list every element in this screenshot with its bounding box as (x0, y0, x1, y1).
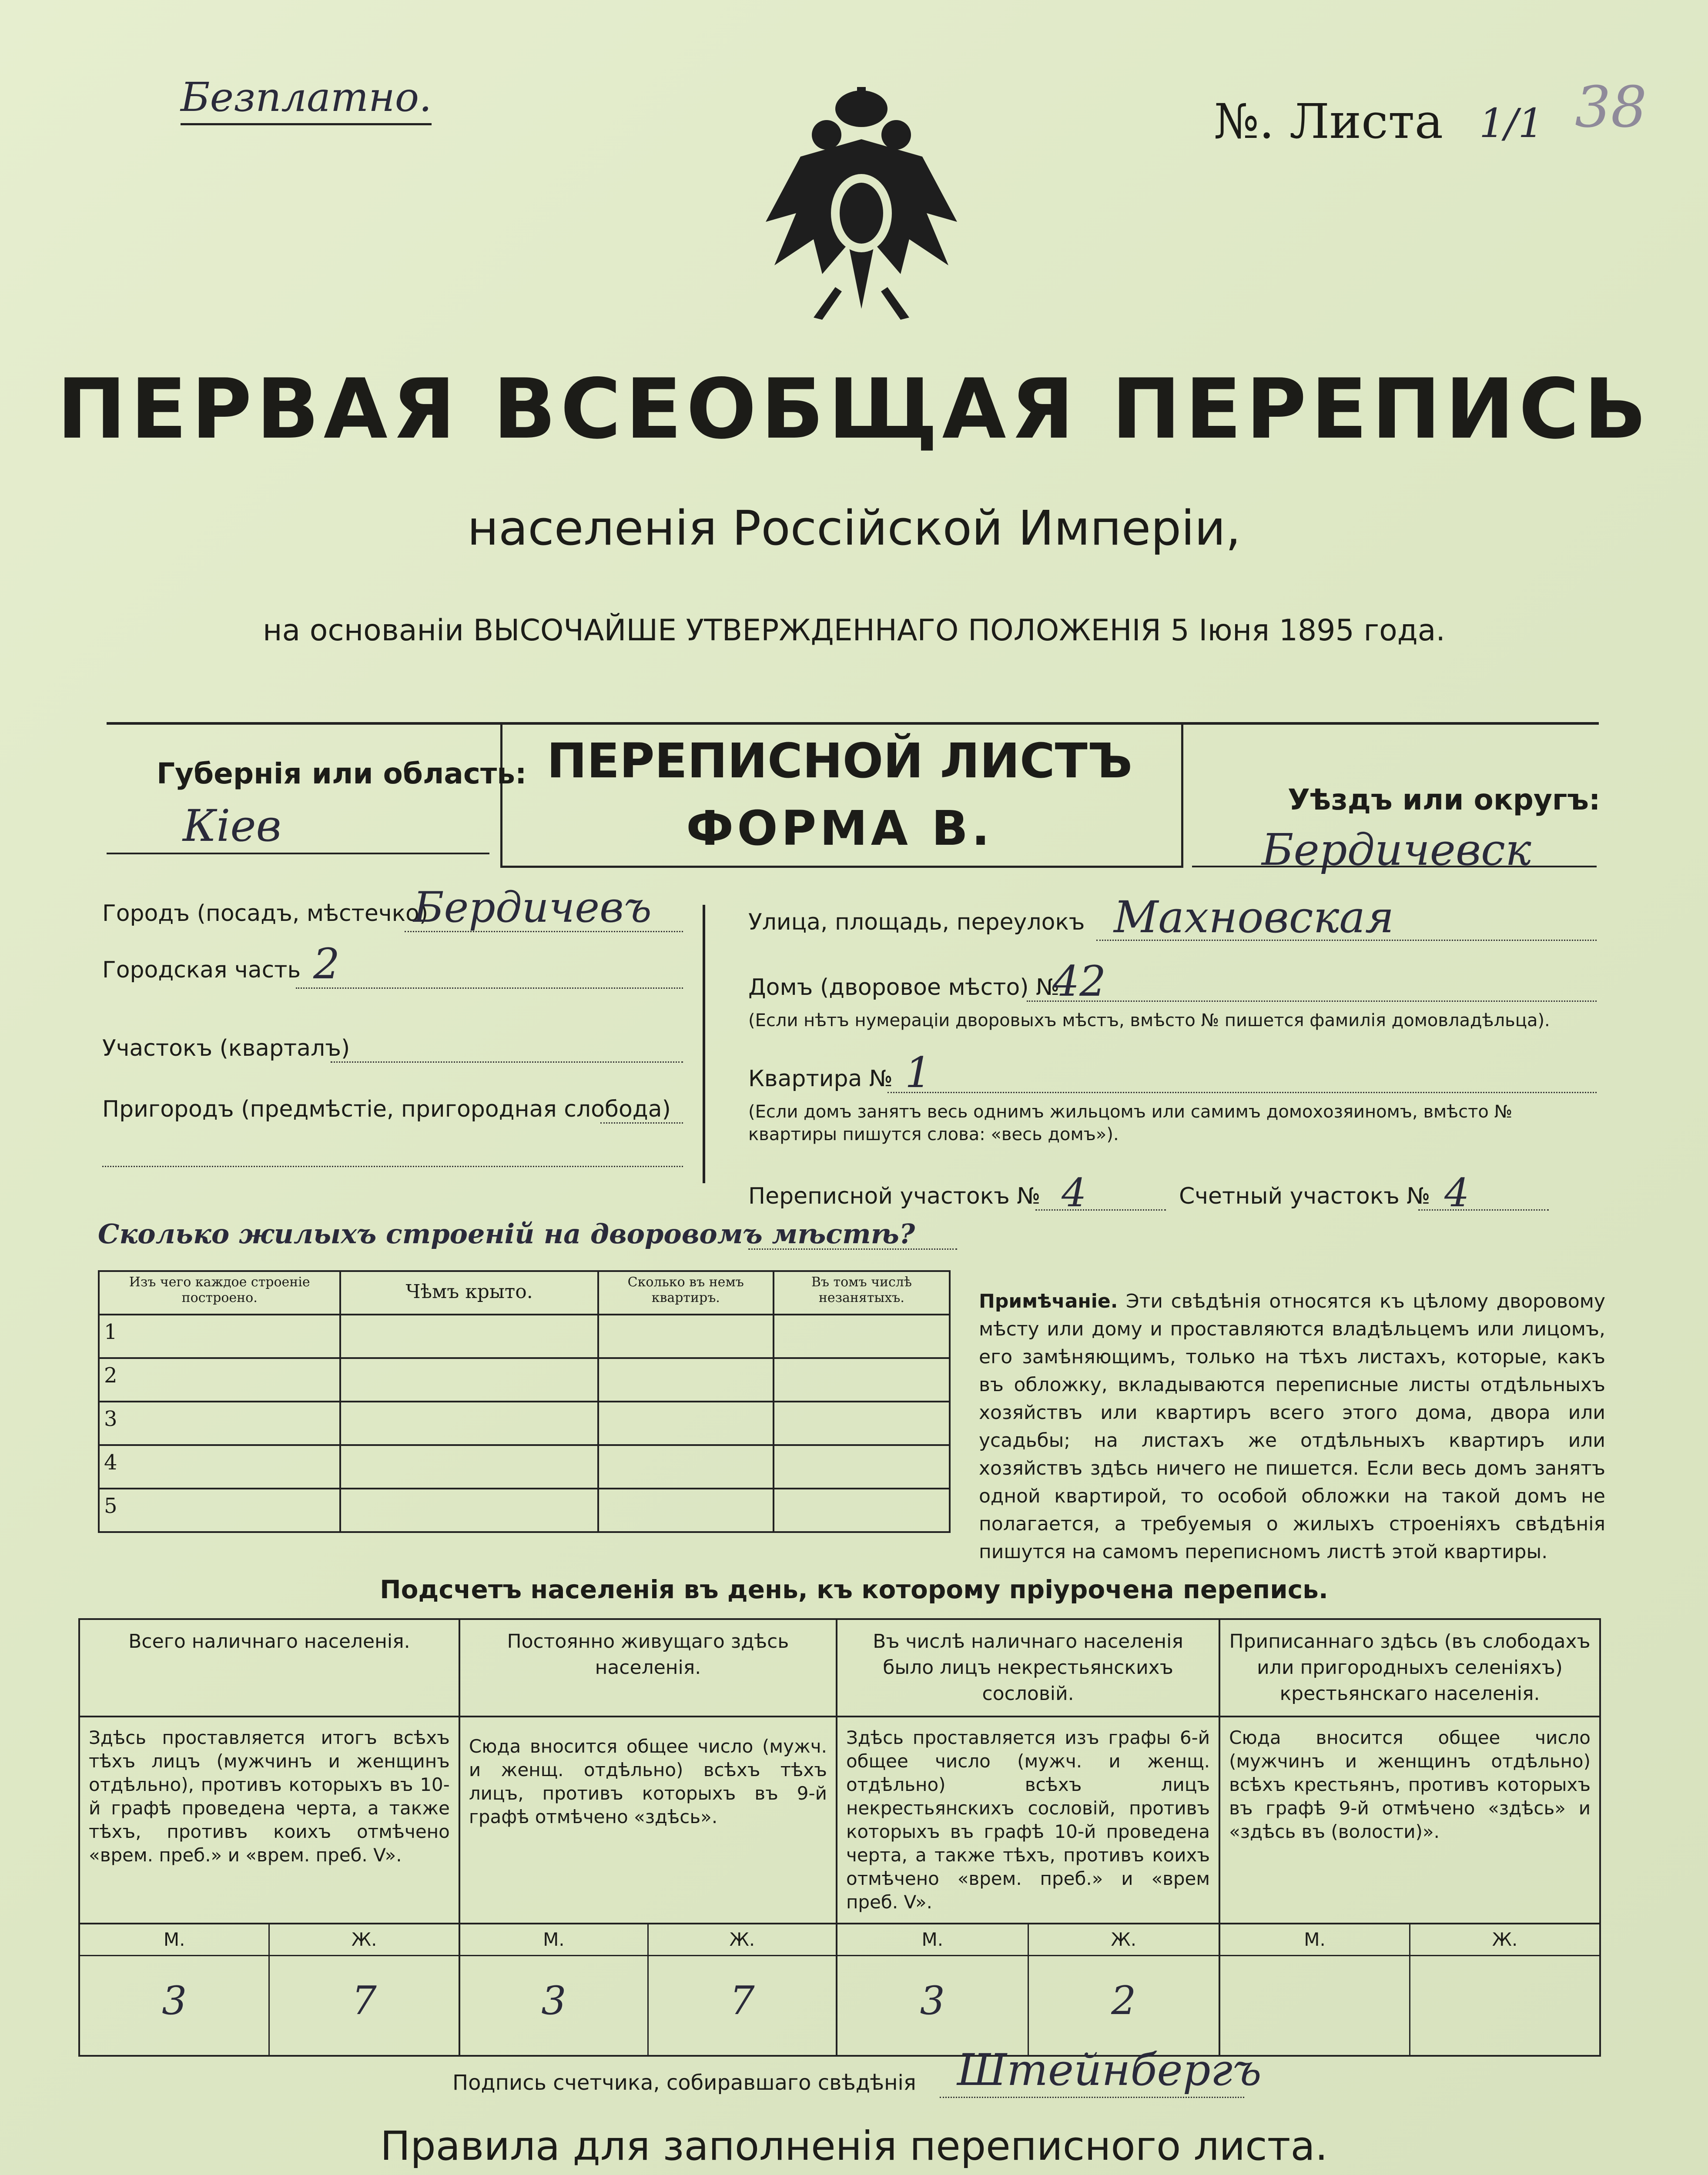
apartment-note: (Если домъ занятъ весь однимъ жильцомъ или самимъ домохозяиномъ, вмѣсто № квартиры пишутся слова: «весь домъ»). (748, 1102, 1513, 1144)
apartment-label: Квартира № (748, 1066, 893, 1092)
city-label: Городъ (посадъ, мѣстечко) (102, 900, 429, 927)
guberniya-value: Кіев (183, 800, 281, 851)
guberniya-label: Губернія или область: (157, 757, 527, 790)
tally-head-resident: Постоянно живущаго здѣсь населенія. (459, 1619, 837, 1717)
census-area-label: Переписной участокъ № (748, 1183, 1041, 1209)
house-note: (Если нѣтъ нумераціи дворовыхъ мѣстъ, вмѣсто № пишется фамилія домовладѣльца). (748, 1011, 1550, 1031)
tally-present-male: 3 (162, 1978, 187, 2024)
tally-male-label: М. (837, 1924, 1028, 1956)
house-label: Домъ (дворовое мѣсто) № (748, 974, 1060, 1000)
buildings-row-number: 3 (99, 1402, 340, 1445)
city-part-value: 2 (313, 940, 340, 988)
street-label: Улица, площадь, переулокъ (748, 909, 1085, 935)
buildings-header-roof: Чѣмъ крыто. (340, 1271, 598, 1315)
signature-value: Штейнбергъ (957, 2044, 1262, 2095)
tally-desc-present: Здѣсь проставляется итогъ всѣхъ тѣхъ лицъ (мужчинъ и женщинъ отдѣльно), противъ которыхъ въ 10-й графѣ проведена черта, а также тѣхъ, противъ коихъ отмѣчено «врем. преб.» и «врем. преб. V». (79, 1717, 459, 1924)
address-divider (703, 905, 705, 1183)
count-area-label: Счетный участокъ № (1179, 1183, 1430, 1209)
tally-peasant-female (1410, 1956, 1599, 1978)
tally-nonpeasant-female: 2 (1111, 1978, 1136, 2024)
uyezd-value: Бердичевск (1262, 824, 1531, 875)
tally-head-present: Всего наличнаго населенія. (79, 1619, 459, 1717)
buildings-row-number: 2 (99, 1358, 340, 1402)
tally-male-label: М. (460, 1924, 647, 1956)
street-value: Махновская (1114, 892, 1394, 943)
subtitle: населенія Россійской Имперіи, (467, 500, 1241, 556)
buildings-table (98, 1270, 951, 1533)
uyezd-underline (1192, 866, 1597, 867)
form-label: ФОРМА В. (686, 800, 993, 856)
tally-desc-nonpeasant: Здѣсь проставляется изъ графы 6-й общее число (мужч. и женщ. отдѣльно) всѣхъ лицъ некрестьянскихъ сословій, противъ которыхъ въ графѣ 10-й проведена черта, а также тѣхъ, противъ коихъ отмѣчено «врем. преб.» и «врем преб. V». (837, 1717, 1219, 1924)
tally-male-label: М. (1220, 1924, 1409, 1956)
main-title: ПЕРВАЯ ВСЕОБЩАЯ ПЕРЕПИСЬ (57, 361, 1651, 457)
tally-female-label: Ж. (1029, 1924, 1219, 1956)
buildings-note-title: Примѣчаніе. (979, 1290, 1118, 1312)
signature-label: Подпись счетчика, собиравшаго свѣдѣнія (452, 2071, 916, 2095)
sheet-number-label: №. Листа (1214, 94, 1443, 149)
free-label: Безплатно. (181, 74, 432, 125)
guberniya-underline (107, 853, 489, 854)
tally-female-label: Ж. (1410, 1924, 1599, 1956)
archive-number: 38 (1575, 74, 1647, 140)
house-value: 42 (1053, 957, 1106, 1006)
tally-table (78, 1618, 1601, 2057)
tally-nonpeasant-male: 3 (920, 1978, 945, 2024)
tally-resident-male: 3 (541, 1978, 566, 2024)
tally-present-female: 7 (352, 1978, 377, 2024)
tally-male-label: М. (80, 1924, 268, 1956)
rules-title: Правила для заполненія переписного листа. (380, 2123, 1328, 2169)
buildings-header-material: Изъ чего каждое строеніе построено. (99, 1271, 340, 1315)
tally-resident-female: 7 (730, 1978, 755, 2024)
buildings-note (979, 1288, 1605, 1566)
buildings-question: Сколько жилыхъ строеній на дворовомъ мѣстѣ? (98, 1218, 915, 1250)
apartment-value: 1 (905, 1048, 932, 1097)
buildings-row-number: 5 (99, 1489, 340, 1532)
buildings-row-number: 1 (99, 1315, 340, 1358)
census-area-value: 4 (1062, 1170, 1087, 1216)
buildings-header-apartments: Сколько въ немъ квартиръ. (598, 1271, 774, 1315)
tally-head-nonpeasant: Въ числѣ наличнаго населенія было лицъ некрестьянскихъ сословій. (837, 1619, 1219, 1717)
buildings-row-number: 4 (99, 1445, 340, 1489)
buildings-note-text: Эти свѣдѣнія относятся къ цѣлому дворовому мѣсту или дому и проставляются владѣльцемъ или лицомъ, его замѣняющимъ, только на тѣхъ листахъ, которые, какъ въ обложку, вкладываются переписные листы отдѣльныхъ хозяйствъ или квартиръ всего этого дома, двора или усадьбы; на листахъ же отдѣльныхъ квартиръ или хозяйствъ здѣсь ничего не пишется. Если весь домъ занятъ одной квартирой, то особой обложки на такой домъ не полагается, а требуемыя о жилыхъ строеніяхъ свѣдѣнія пишутся на самомъ переписномъ листѣ этой квартиры. (979, 1290, 1605, 1563)
tally-head-peasant: Приписаннаго здѣсь (въ слободахъ или пригородныхъ селеніяхъ) крестьянскаго населенія. (1219, 1619, 1600, 1717)
sheet-number-value: 1/1 (1479, 100, 1544, 147)
city-value: Бердичевъ (413, 883, 652, 932)
imperial-eagle-icon (748, 83, 975, 326)
tally-female-label: Ж. (649, 1924, 836, 1956)
suburb-label: Пригородъ (предмѣстіе, пригородная слобода) (102, 1096, 671, 1122)
district-label: Участокъ (кварталъ) (102, 1035, 350, 1061)
city-part-label: Городская часть (102, 957, 301, 983)
tally-desc-peasant: Сюда вносится общее число (мужчинъ и женщинъ отдѣльно) всѣхъ крестьянъ, противъ которыхъ въ графѣ 9-й отмѣчено «здѣсь» и «здѣсь въ (волости)». (1219, 1717, 1600, 1924)
tally-female-label: Ж. (270, 1924, 458, 1956)
uyezd-label: Уѣздъ или округъ: (1288, 783, 1601, 816)
buildings-header-vacant: Въ томъ числѣ незанятыхъ. (774, 1271, 950, 1315)
form-title: ПЕРЕПИСНОЙ ЛИСТЪ (546, 733, 1133, 789)
tally-desc-resident: Сюда вносится общее число (мужч. и женщ. отдѣльно) всѣхъ тѣхъ лицъ, противъ которыхъ въ 9-й графѣ отмѣчено «здѣсь». (459, 1717, 837, 1924)
tally-peasant-male (1220, 1956, 1409, 1978)
count-area-value: 4 (1444, 1170, 1470, 1216)
tally-title: Подсчетъ населенія въ день, къ которому пріурочена перепись. (380, 1575, 1328, 1604)
legal-basis: на основаніи ВЫСОЧАЙШЕ УТВЕРЖДЕННАГО ПОЛОЖЕНІЯ 5 Іюня 1895 года. (262, 613, 1445, 648)
